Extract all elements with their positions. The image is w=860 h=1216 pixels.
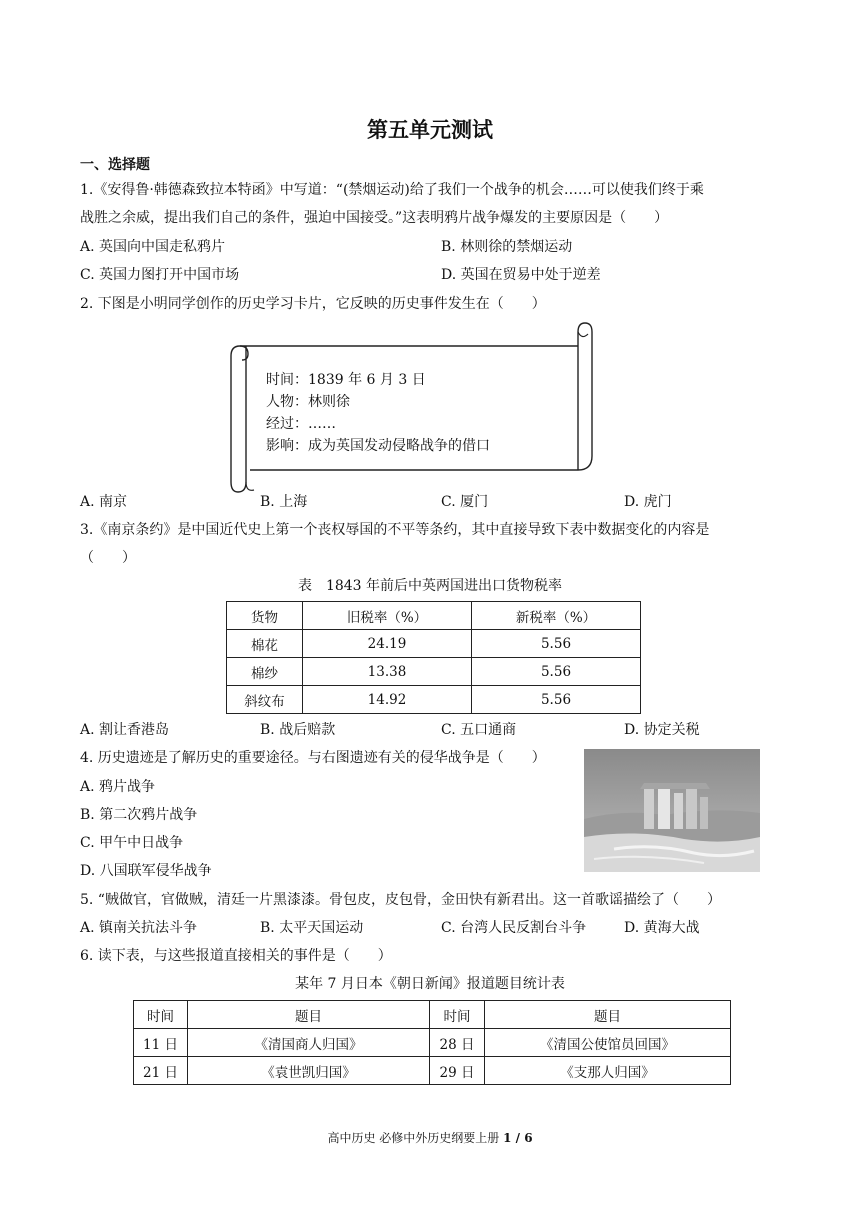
q4-stem: 4. 历史遗迹是了解历史的重要途径。与右图遗迹有关的侵华战争是（ ） — [80, 750, 546, 766]
section-heading: 一、选择题 — [80, 157, 150, 173]
q2-stem: 2. 下图是小明同学创作的历史学习卡片，它反映的历史事件发生在（ ） — [80, 296, 546, 312]
card-process: 经过：…… — [266, 416, 336, 432]
table-row — [134, 1057, 731, 1085]
table-row — [134, 1029, 731, 1057]
ruins-photo — [584, 749, 760, 872]
news-report-table — [133, 1000, 731, 1085]
table-header-cell: 题目 — [188, 1001, 430, 1029]
q1-stem-line2: 战胜之余威，提出我们自己的条件，强迫中国接受。”这表明鸦片战争爆发的主要原因是（ ） — [80, 210, 669, 226]
table-cell: 13.38 — [303, 658, 472, 686]
table-header-row — [134, 1001, 731, 1029]
q3-stem-line2: （ ） — [80, 550, 136, 566]
q2-option-c: C. 厦门 — [441, 494, 489, 510]
table-cell: 14.92 — [303, 686, 472, 714]
table-header-cell: 时间 — [430, 1001, 485, 1029]
card-person: 人物：林则徐 — [266, 394, 350, 410]
q5-stem: 5. “贼做官，官做贼，清廷一片黑漆漆。骨包皮，皮包骨，金田快有新君出。这一首歌谣描绘了（ ） — [80, 892, 721, 908]
card-impact: 影响：成为英国发动侵略战争的借口 — [266, 438, 490, 454]
q5-option-a: A. 镇南关抗法斗争 — [80, 920, 198, 936]
q3-option-c: C. 五口通商 — [441, 722, 517, 738]
table-header-cell: 时间 — [134, 1001, 188, 1029]
q5-option-b: B. 太平天国运动 — [260, 920, 364, 936]
page-footer — [0, 1129, 860, 1146]
q3-option-d: D. 协定关税 — [624, 722, 700, 738]
q5-option-c: C. 台湾人民反割台斗争 — [441, 920, 587, 936]
q3-stem-line1: 3.《南京条约》是中国近代史上第一个丧权辱国的不平等条约，其中直接导致下表中数据变化的内容是 — [80, 522, 710, 538]
q4-option-c: C. 甲午中日战争 — [80, 835, 184, 851]
table-row — [227, 658, 641, 686]
card-time: 时间：1839 年 6 月 3 日 — [266, 372, 426, 388]
table-row — [227, 630, 641, 658]
table-cell: 29 日 — [430, 1057, 485, 1085]
page-title: 第五单元测试 — [367, 118, 493, 142]
q3-option-b: B. 战后赔款 — [260, 722, 336, 738]
table-cell: 《袁世凯归国》 — [188, 1057, 430, 1085]
table-cell: 11 日 — [134, 1029, 188, 1057]
table-header-cell: 旧税率（%） — [303, 602, 472, 630]
tax-rate-table — [226, 601, 641, 714]
table-header-cell: 货物 — [227, 602, 303, 630]
q4-option-b: B. 第二次鸦片战争 — [80, 807, 198, 823]
table-cell: 《支那人归国》 — [485, 1057, 731, 1085]
table-cell: 5.56 — [472, 630, 641, 658]
table-cell: 斜纹布 — [227, 686, 303, 714]
q1-option-c: C. 英国力图打开中国市场 — [80, 267, 240, 283]
q6-table-caption: 某年 7 月日本《朝日新闻》报道题目统计表 — [295, 976, 565, 992]
table-cell: 21 日 — [134, 1057, 188, 1085]
q5-option-d: D. 黄海大战 — [624, 920, 700, 936]
q1-option-a: A. 英国向中国走私鸦片 — [80, 239, 226, 255]
table-cell: 棉纱 — [227, 658, 303, 686]
table-cell: 5.56 — [472, 658, 641, 686]
table-header-cell: 新税率（%） — [472, 602, 641, 630]
table-cell: 《清国商人归国》 — [188, 1029, 430, 1057]
table-cell: 24.19 — [303, 630, 472, 658]
footer-text: 高中历史 必修中外历史纲要上册 — [327, 1131, 500, 1145]
q1-stem-line1: 1.《安得鲁·韩德森致拉本特函》中写道：“(禁烟运动)给了我们一个战争的机会……可以使我们终于乘 — [80, 182, 704, 198]
table-cell: 《清国公使馆员回国》 — [485, 1029, 731, 1057]
study-card-scroll — [230, 322, 595, 494]
q3-table-caption: 表 1843 年前后中英两国进出口货物税率 — [297, 578, 563, 594]
q2-option-b: B. 上海 — [260, 494, 308, 510]
q1-option-b: B. 林则徐的禁烟运动 — [441, 239, 573, 255]
table-cell: 5.56 — [472, 686, 641, 714]
table-row — [227, 686, 641, 714]
q4-option-d: D. 八国联军侵华战争 — [80, 863, 212, 879]
table-header-cell: 题目 — [485, 1001, 731, 1029]
table-cell: 28 日 — [430, 1029, 485, 1057]
table-header-row — [227, 602, 641, 630]
q2-option-d: D. 虎门 — [624, 494, 672, 510]
q6-stem: 6. 读下表，与这些报道直接相关的事件是（ ） — [80, 948, 392, 964]
table-cell: 棉花 — [227, 630, 303, 658]
q4-option-a: A. 鸦片战争 — [80, 779, 156, 795]
page-number: 1 / 6 — [503, 1131, 533, 1145]
q2-option-a: A. 南京 — [80, 494, 128, 510]
q1-option-d: D. 英国在贸易中处于逆差 — [441, 267, 601, 283]
q3-option-a: A. 割让香港岛 — [80, 722, 170, 738]
